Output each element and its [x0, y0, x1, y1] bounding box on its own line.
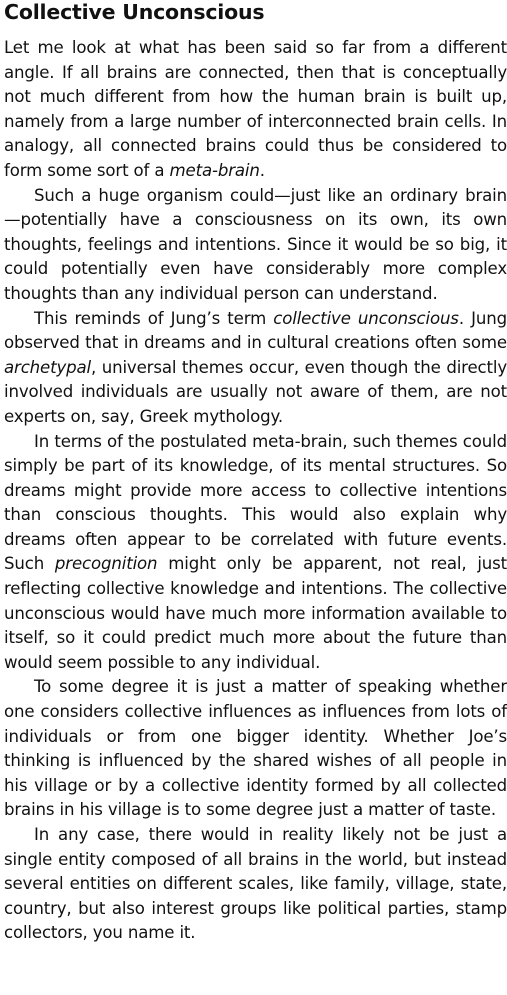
- paragraph-text: In terms of the postulated meta-brain, such themes could simply be part of its knowledge, of its mental structures. So dreams might provide more access to collective intentions than conscious thoughts. This would also explain why dreams often appear to be correlated with future events. Such: [4, 431, 507, 574]
- paragraph-4: [4, 430, 507, 676]
- paragraph-text: To some degree it is just a matter of speaking whether one considers collective influences as influences from lots of individuals or from one bigger identity. Whether Joe’s thinking is influenced by the shared wishes of all people in his village or by a collective identity formed by all collected brains in his village is to some degree just a matter of taste.: [4, 677, 507, 820]
- paragraph-5: [4, 675, 507, 823]
- paragraph-text: , universal themes occur, even though the directly involved individuals are usually not aware of them, are not experts on, say, Greek mythology.: [4, 357, 507, 426]
- paragraph-text: This reminds of Jung’s term: [34, 308, 274, 328]
- paragraph-text: In any case, there would in reality likely not be just a single entity composed of all brains in the world, but instead several entities on different scales, like family, village, state, country, but also interest groups like political parties, stamp collectors, you name it.: [4, 825, 507, 943]
- paragraph-text: . Jung observed that in dreams and in cultural creations often some: [4, 308, 507, 353]
- document-page: [4, 0, 507, 946]
- section-title: Collective Unconscious: [4, 0, 265, 24]
- paragraph-1: [4, 36, 507, 184]
- emphasis-term: archetypal: [4, 357, 91, 377]
- emphasis-term: precognition: [54, 554, 158, 574]
- section-body: [4, 36, 507, 946]
- paragraph-text: .: [259, 160, 265, 180]
- paragraph-text: might only be apparent, not real, just reflecting collective knowledge and intentions. The collective unconscious would have much more information available to itself, so it could predict much more about the future than would seem possible to any individual.: [4, 554, 507, 672]
- paragraph-text: Let me look at what has been said so far from a different angle. If all brains are connected, then that is conceptually not much different from how the human brain is built up, namely from a large number of interconnected brain cells. In analogy, all connected brains could thus be considered to form some sort of a: [4, 38, 507, 180]
- paragraph-text: Such a huge organism could—just like an ordinary brain—potentially have a consciousness on its own, its own thoughts, feelings and intentions. Since it would be so big, it could potentially even have considerably more complex thoughts than any individual person can understand.: [4, 185, 507, 303]
- paragraph-3: [4, 307, 507, 430]
- emphasis-term: collective unconscious: [273, 308, 459, 328]
- emphasis-term: meta-brain: [169, 160, 260, 180]
- paragraph-2: [4, 184, 507, 307]
- paragraph-6: [4, 823, 507, 946]
